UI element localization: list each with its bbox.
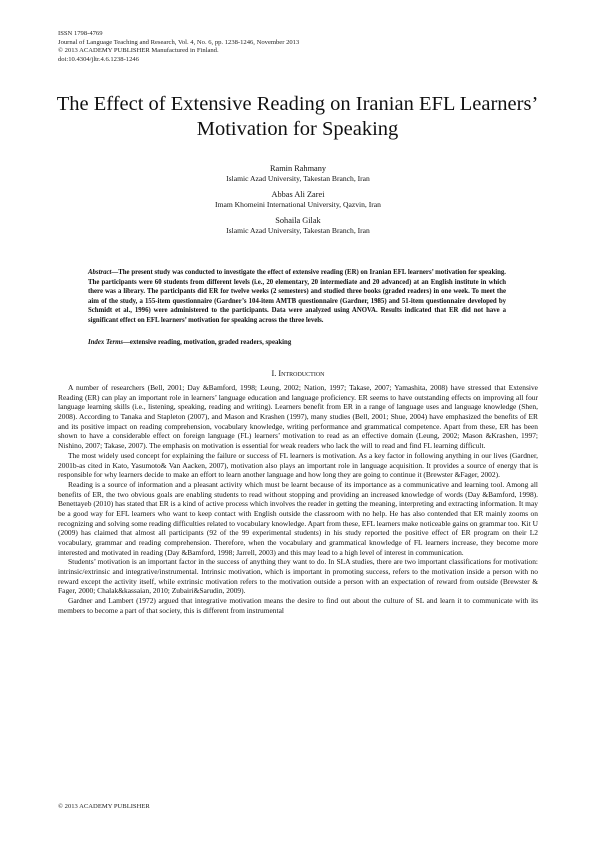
section-heading-introduction: I. Introduction	[271, 369, 325, 378]
author-2	[58, 190, 538, 210]
author-affiliation: Islamic Azad University, Takestan Branch, Iran	[226, 174, 370, 183]
index-terms-text: —extensive reading, motivation, graded readers, speaking	[123, 339, 292, 346]
paragraph: The most widely used concept for explaining the failure or success of FL learners is motivation. As a key factor in following anything in our lives (Gardner, 2001b-as cited in Kato, Yasumoto& Van Aacken, 2007), motivation also plays an important role in language acquisition. It provides a source of energy that is responsible for why learners decide to make an effort to learn another language and how long they are going to continue it (Brewster &Fager, 2002).	[58, 450, 538, 480]
body-text	[58, 383, 538, 616]
doi: doi:10.4304/jltr.4.6.1238-1246	[58, 55, 139, 63]
author-affiliation: Islamic Azad University, Takestan Branch, Iran	[226, 226, 370, 235]
author-name: Ramin Rahmany	[270, 164, 326, 173]
author-name: Sohaila Gilak	[275, 216, 321, 225]
paragraph: Students’ motivation is an important factor in the success of anything they want to do. In SLA studies, there are two important classifications for motivation: intrinsic/extrinsic and integrative/instrumental. Intrinsic motivation, which is important in promoting success, refers to the motivation inside a person with no reward except the activity itself, while extrinsic motivation refers to the motivation outside a person with an expectation of reward from outside (Brewster & Fager, 2000; Chalak&kassaian, 2010; Zubairi&Sarudin, 2009).	[58, 557, 538, 596]
author-affiliation: Imam Khomeini International University, Qazvin, Iran	[215, 200, 381, 209]
author-1	[58, 164, 538, 184]
paper-title: The Effect of Extensive Reading on Iranian EFL Learners’ Motivation for Speaking	[56, 93, 539, 140]
author-name: Abbas Ali Zarei	[271, 190, 325, 199]
index-terms-lead: Index Terms	[88, 339, 124, 346]
copyright-line: © 2013 ACADEMY PUBLISHER Manufactured in Finland.	[58, 47, 219, 55]
journal-metadata	[58, 30, 538, 64]
paragraph: Reading is a source of information and a pleasant activity which must be learnt because of its importance as a communicative and learning tool. Among all benefits of ER, the two obvious goals are enabling students to read without stopping and providing an increased knowledge of words (Day &Bamford, 1998). Benettayeb (2010) has stated that ER is a kind of active process which involves the reader in getting the meaning, interpreting and extracting information. It may be a good way for EFL learners who want to keep contact with English outside the classroom with no help. He has also contended that ER mainly zooms on recognizing and solving some reading difficulties related to vocabulary knowledge. Apart from these, EFL learners make noticeable gains on grammar too. Kit U (2009) has claimed that almost all participants (92 of the 99 experimental students) in his study reported the positive effect of ER program on their L2 vocabulary, grammar and reading comprehension. Therefore, when the vocabulary and grammatical knowledge of FL learners increase, they become more interested and motivated in reading (Day &Bamford, 1998; Jarrell, 2003) and this may lead to a high level of interest in communication.	[58, 479, 538, 557]
issn: ISSN 1798-4769	[58, 30, 103, 37]
abstract	[88, 268, 506, 325]
abstract-text: —The present study was conducted to investigate the effect of extensive reading (ER) on Iranian EFL learners’ motivation for speaking. The participants were 60 students from different levels (i.e., 20 elementary, 20 intermediate and 20 advanced) at an English institute in which there was a library. The participants did ER for twelve weeks (2 semesters) and studied three books (graded readers) in one week. To meet the aim of the study, a 155-item questionnaire (Gardner’s 104-item AMTB questionnaire (Gardner, 1985) and 51-item questionnaire developed by Schmidt et al., 1996) were administered to the participants. Data were analyzed using ANOVA. Results indicated that ER did not have a significant effect on EFL learners’ motivation for speaking across the three levels.	[88, 269, 506, 324]
paragraph: A number of researchers (Bell, 2001; Day &Bamford, 1998; Leung, 2002; Nation, 1997; Takase, 2007; Yamashita, 2008) have stressed that Extensive Reading (ER) can play an important role in learners’ language education and language proficiency. ER seems to have outstanding effects on improving all four language learning skills (i.e., listening, speaking, reading and writing). Learners benefit from ER in a range of language uses and language knowledge (Shen, 2008). According to Tanaka and Stapleton (2007), and Mason and Krashen (1997), many studies (Bell, 2001; Shue, 2004) have emphasized the benefits of ER and its positive impact on reading comprehension, vocabulary knowledge, writing performance and grammatical competence. Apart from these, ER has been shown to have a considerable effect on foreign language (FL) learners’ motivation to read as an effective domain (Leung, 2002; Mason &Krashen, 1997; Nishino, 2007; Takase, 2007). The emphasis on motivation is essential for weak readers who lack the will to read and find FL learning difficult.	[58, 383, 538, 451]
author-block	[58, 164, 538, 242]
index-terms	[88, 338, 506, 347]
journal-citation: Journal of Language Teaching and Research, Vol. 4, No. 6, pp. 1238-1246, November 2013	[58, 38, 300, 46]
author-3	[58, 216, 538, 236]
paragraph: Gardner and Lambert (1972) argued that integrative motivation means the desire to find out about the culture of SL and learn it to communicate with its members to become a part of that society, this is different from instrumental	[58, 596, 538, 615]
page-footer: © 2013 ACADEMY PUBLISHER	[58, 803, 150, 810]
abstract-lead: Abstract	[88, 269, 112, 276]
